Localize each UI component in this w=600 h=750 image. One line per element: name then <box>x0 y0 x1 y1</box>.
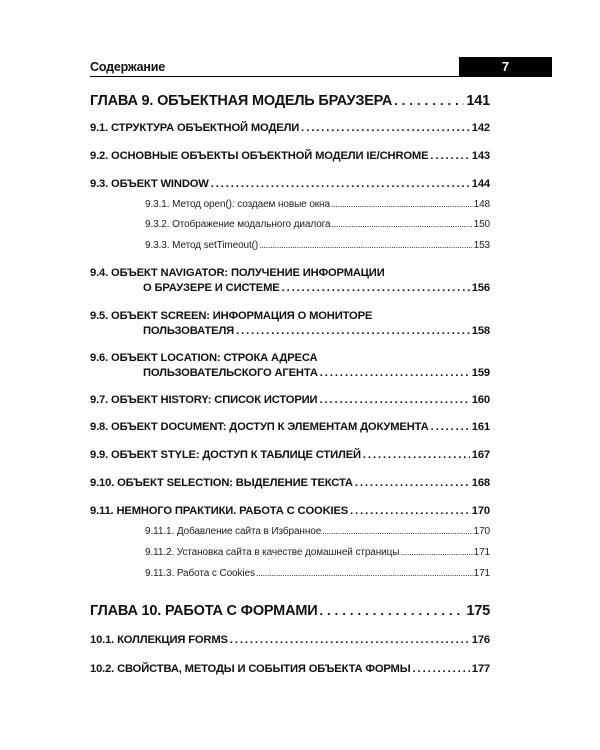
toc-label: 9.10. ОБЪЕКТ SELECTION: ВЫДЕЛЕНИЕ ТЕКСТА <box>90 477 353 489</box>
leader-dots <box>256 568 473 578</box>
running-header <box>90 57 552 77</box>
leader-dots <box>322 526 472 536</box>
toc-page: 159 <box>471 367 490 379</box>
toc-section-9-3[interactable] <box>90 178 490 190</box>
toc-subsection-9-3-2[interactable] <box>145 219 490 230</box>
toc-section-9-5[interactable] <box>90 309 490 339</box>
toc-page: 170 <box>471 505 490 517</box>
toc-page: 141 <box>466 93 490 109</box>
toc-page: 160 <box>471 394 490 406</box>
toc-page: 150 <box>473 219 490 230</box>
toc-subsection-9-11-3[interactable] <box>145 568 490 579</box>
toc-page: 158 <box>471 325 490 337</box>
toc-section-9-6[interactable] <box>90 351 490 381</box>
leader-dots <box>301 122 470 134</box>
toc-label: 9.1. СТРУКТУРА ОБЪЕКТНОЙ МОДЕЛИ <box>90 122 300 134</box>
toc-section-9-7[interactable] <box>90 394 490 406</box>
leader-dots <box>350 505 470 517</box>
toc-page: 161 <box>471 421 490 433</box>
toc-label-line1: 9.5. ОБЪЕКТ SCREEN: ИНФОРМАЦИЯ О МОНИТОРЕ <box>90 310 373 322</box>
header-title: Содержание <box>90 60 166 74</box>
toc-section-9-11[interactable] <box>90 505 490 517</box>
leader-dots <box>319 603 464 618</box>
toc-label-line1: 9.6. ОБЪЕКТ LOCATION: СТРОКА АДРЕСА <box>90 352 318 364</box>
toc-section-9-8[interactable] <box>90 421 490 433</box>
toc-label: 9.2. ОСНОВНЫЕ ОБЪЕКТЫ ОБЪЕКТНОЙ МОДЕЛИ IE/CHROME <box>90 150 429 162</box>
leader-dots <box>430 150 469 162</box>
leader-dots <box>400 547 472 557</box>
leader-dots <box>211 178 470 190</box>
toc-label-line2: О БРАУЗЕРЕ И СИСТЕМЕ <box>143 282 280 294</box>
toc-page: 168 <box>471 477 490 489</box>
toc-page: 153 <box>473 240 490 251</box>
toc-label: 9.11. НЕМНОГО ПРАКТИКИ. РАБОТА С COOKIES <box>90 505 349 517</box>
leader-dots <box>394 93 464 108</box>
leader-dots <box>319 394 469 406</box>
toc-section-9-9[interactable] <box>90 449 490 461</box>
toc-page: 177 <box>471 663 490 675</box>
toc-page: 144 <box>471 178 490 190</box>
toc-label: 9.11.1. Добавление сайта в Избранное <box>145 526 322 537</box>
leader-dots <box>355 477 470 489</box>
toc-subsection-9-11-2[interactable] <box>145 547 490 558</box>
toc-label: 9.11.2. Установка сайта в качестве домашней страницы <box>145 547 400 558</box>
toc-chapter-10[interactable] <box>90 603 490 619</box>
toc-page: 148 <box>473 199 490 210</box>
toc-label-line2: ПОЛЬЗОВАТЕЛЬСКОГО АГЕНТА <box>143 367 318 379</box>
toc-label: 9.3. ОБЪЕКТ WINDOW <box>90 178 209 190</box>
toc-section-9-1[interactable] <box>90 122 490 134</box>
leader-dots <box>413 663 470 675</box>
toc-page: 156 <box>471 282 490 294</box>
toc-label: 9.3.2. Отображение модального диалога <box>145 219 331 230</box>
toc-section-10-2[interactable] <box>90 663 490 675</box>
header-page-number: 7 <box>459 57 552 77</box>
toc-page: 143 <box>471 150 490 162</box>
leader-dots <box>363 449 470 461</box>
toc-chapter-9[interactable] <box>90 93 490 109</box>
toc-subsection-9-3-1[interactable] <box>145 199 490 210</box>
toc-label: 9.11.3. Работа с Cookies <box>145 568 255 579</box>
leader-dots <box>320 366 470 381</box>
toc-label: 10.1. КОЛЛЕКЦИЯ FORMS <box>90 634 228 646</box>
toc-page: 171 <box>473 547 490 558</box>
toc-label-line1: 9.4. ОБЪЕКТ NAVIGATOR: ПОЛУЧЕНИЕ ИНФОРМАЦИИ <box>90 267 385 279</box>
toc-section-9-4[interactable] <box>90 266 490 296</box>
toc-label: 9.8. ОБЪЕКТ DOCUMENT: ДОСТУП К ЭЛЕМЕНТАМ ДОКУМЕНТА <box>90 421 429 433</box>
toc-label: 9.7. ОБЪЕКТ HISTORY: СПИСОК ИСТОРИИ <box>90 394 318 406</box>
leader-dots <box>259 240 472 250</box>
toc-label: 9.3.3. Метод setTimeout() <box>145 240 259 251</box>
toc-label-line2: ПОЛЬЗОВАТЕЛЯ <box>143 325 235 337</box>
toc-page: 142 <box>471 122 490 134</box>
toc-page: 170 <box>473 526 490 537</box>
toc-page: 176 <box>471 634 490 646</box>
toc-label: 10.2. СВОЙСТВА, МЕТОДЫ И СОБЫТИЯ ОБЪЕКТА ФОРМЫ <box>90 663 411 675</box>
toc-section-9-10[interactable] <box>90 477 490 489</box>
toc-page: 167 <box>471 449 490 461</box>
header-rule <box>90 76 552 77</box>
toc-label: ГЛАВА 9. ОБЪЕКТНАЯ МОДЕЛЬ БРАУЗЕРА <box>90 93 393 109</box>
toc-subsection-9-11-1[interactable] <box>145 526 490 537</box>
leader-dots <box>236 324 470 339</box>
leader-dots <box>331 219 472 229</box>
leader-dots <box>331 199 473 209</box>
toc-page: 175 <box>466 603 490 619</box>
toc-subsection-9-3-3[interactable] <box>145 240 490 251</box>
toc-section-9-2[interactable] <box>90 150 490 162</box>
leader-dots <box>282 281 470 296</box>
toc-label: 9.3.1. Метод open(): создаем новые окна <box>145 199 330 210</box>
toc-label: 9.9. ОБЪЕКТ STYLE: ДОСТУП К ТАБЛИЦЕ СТИЛЕЙ <box>90 449 361 461</box>
toc-label: ГЛАВА 10. РАБОТА С ФОРМАМИ <box>90 603 318 619</box>
toc-page: 171 <box>473 568 490 579</box>
leader-dots <box>431 421 470 433</box>
leader-dots <box>230 634 470 646</box>
toc-section-10-1[interactable] <box>90 634 490 646</box>
